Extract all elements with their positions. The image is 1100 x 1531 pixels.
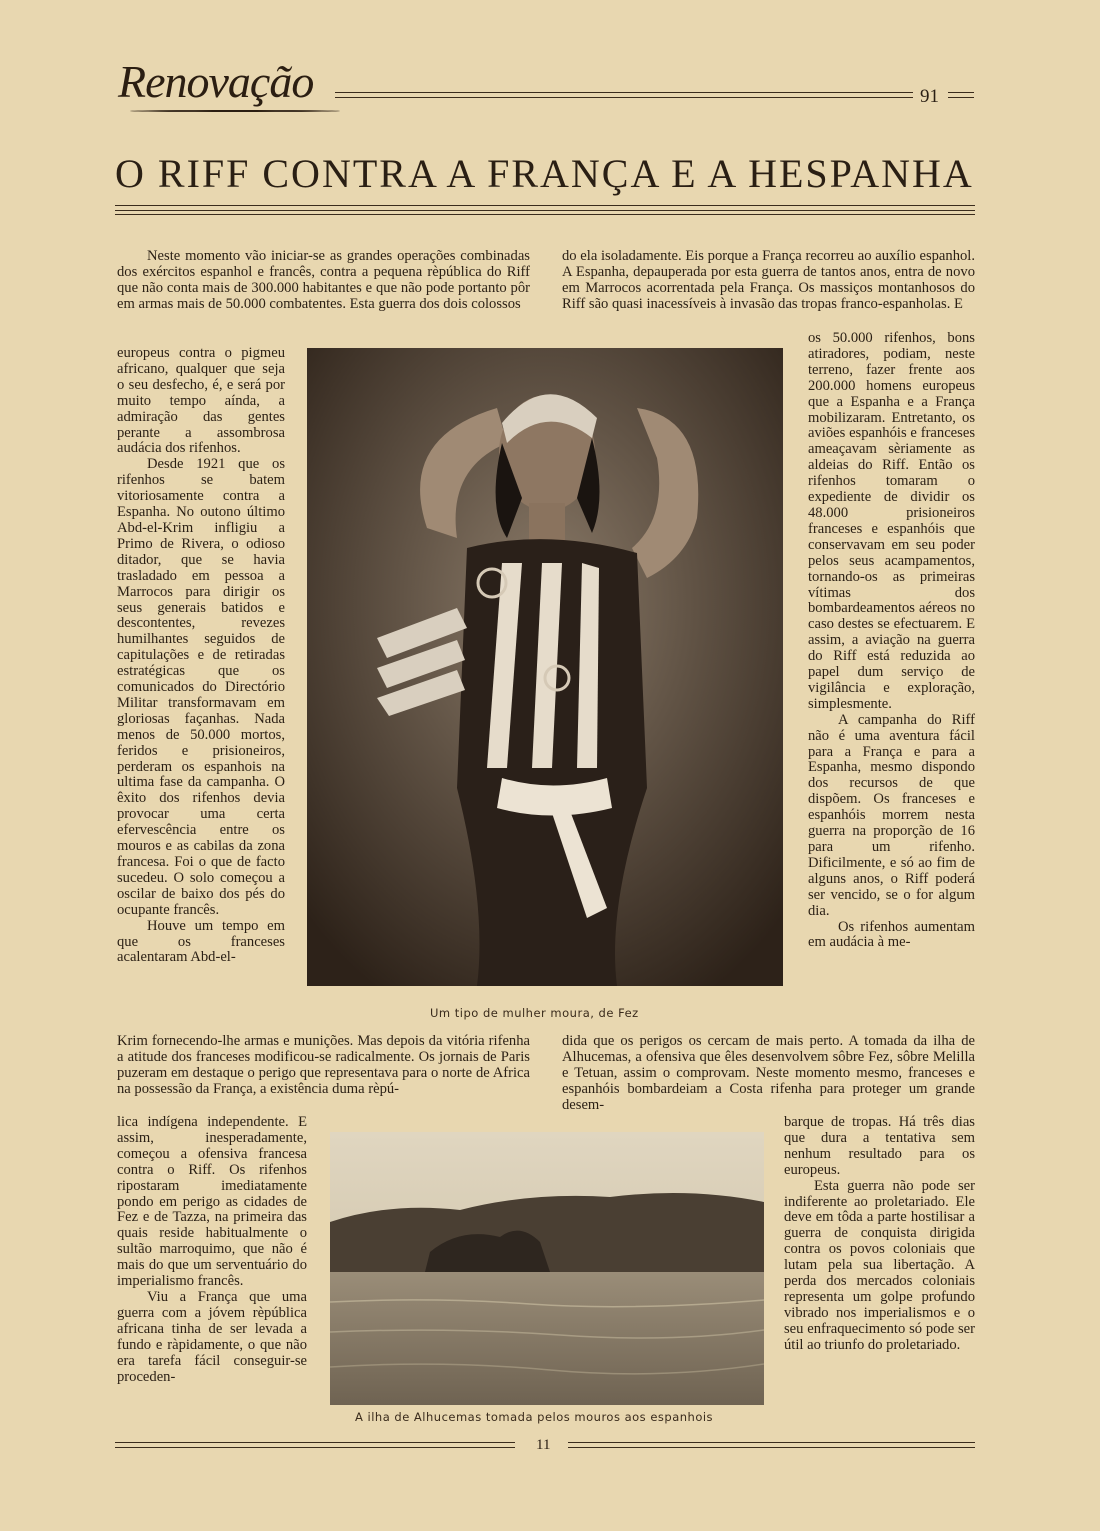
text-left-narrow: europeus contra o pigmeu africano, qualquer que seja o seu desfecho, é, e será por muito tempo aínda, a admiração das gentes perante a assombrosa audácia dos rifenhos. Desde 1921 que os rifenhos se batem vitoriosamente contra a Espanha. No outono último Abd-el-Krim infligiu a Primo de Rivera, o odioso ditador, que se havia trasladado em pessoa a Marrocos para dirigir os seus generais batidos e descontentes, revezes humilhantes seguidos de capitulações e de retiradas estratégicas que os comunicados do Directório Militar transformavam em gloriosas façanhas. Nada menos de 50.000 mortos, feridos e prisioneiros, perderam os espanhois na ultima fase da campanha. O êxito dos rifenhos devia provocar uma certa efervescência entre os mouros e as cabilas da zona francesa. Foi o que de facto sucedeu. O solo começou a oscilar de baixo dos pés do ocupante francês. Houve um tempo em que os franceses acalentaram Abd-el-: [117, 345, 285, 966]
text-left-bottom: lica indígena independente. E assim, inesperadamente, começou a ofensiva francesa contra o Riff. Os rifenhos ripostaram imediatamente pondo em perigo as cidades de Fez e de Tazza, na primeira das quais reside habitualmente o sultão marroquimo, que não é mais do que um serventuário do imperialismo francês. Viu a França que uma guerra com a jóvem rèpública africana tinha de ser levada a fundo e ràpidamente, o que não era tarefa fácil conseguir-se proceden-: [117, 1114, 307, 1385]
photo2-caption: A ilha de Alhucemas tomada pelos mouros aos espanhois: [355, 1410, 714, 1424]
footer-page-number: 11: [536, 1437, 551, 1453]
masthead-flourish: [130, 110, 340, 112]
title-rule: [115, 205, 975, 211]
photo-alhucemas-island: [330, 1132, 764, 1405]
text-right-mid: dida que os perigos os cercam de mais perto. A tomada da ilha de Alhucemas, a ofensiva que êles desenvolvem sôbre Fez, sôbre Melilla e Tetuan, assim o comprovam. Neste momento mesmo, franceses e espanhóis bombardeiam a Costa rifenha para proteger um grande desem-: [562, 1033, 975, 1113]
masthead-logo: Renovação: [118, 56, 314, 107]
article-title: O RIFF CONTRA A FRANÇA E A HESPANHA: [115, 151, 974, 196]
text-right-bottom: barque de tropas. Há três dias que dura a tentativa sem nenhum resultado para os europeus. Esta guerra não pode ser indiferente ao proletariado. Ele deve em tôda a parte hostilisar a guerra de conquista dirigida contra os povos coloniais que lutam pela sua libertação. A perda dos mercados coloniais representa um golpe profundo vibrado nos imperialismos e o seu enfraquecimento só pode ser útil ao triunfo do proletariado.: [784, 1114, 975, 1353]
text-left-mid: Krim fornecendo-lhe armas e munições. Mas depois da vitória rifenha a atitude dos franceses modificou-se radicalmente. Os jornais de Paris puzeram em destaque o perigo que representava para o norte de Africa na possessão da França, a existência duma rèpú-: [117, 1033, 530, 1097]
photo-alhucemas-illustration: [330, 1132, 764, 1405]
header-rule: [335, 92, 913, 98]
photo-moorish-woman: [307, 348, 783, 986]
photo1-caption: Um tipo de mulher moura, de Fez: [430, 1006, 639, 1020]
text-right-top: do ela isoladamente. Eis porque a França recorreu ao auxílio espanhol. A Espanha, depauperada por esta guerra de tantos anos, entra de novo em Marrocos acorrentada pela França. Os massiços montanhosos do Riff são quasi inacessíveis à invasão das tropas franco-espanholas. E: [562, 248, 975, 312]
footer-rule-right: [568, 1442, 975, 1448]
text-right-narrow: os 50.000 rifenhos, bons atiradores, podiam, neste terreno, fazer frente aos 200.000 homens europeus que a Espanha e a França mobilizaram. Entretanto, os aviões espanhóis e franceses ameaçavam sèriamente as aldeias do Riff. Então os rifenhos tomaram o expediente de dividir os 48.000 prisioneiros franceses e espanhóis que conservavam em seu poder pelos seus acampamentos, tornando-os as primeiras vítimas dos bombardeamentos aéreos no caso destes se efectuarem. E assim, a aviação na guerra do Riff está reduzida ao papel dum serviço de vigilância e exploração, simplesmente. A campanha do Riff não é uma aventura fácil para a França e para a Espanha, mesmo dispondo dos recursos de que dispõem. Os franceses e espanhóis morrem nesta guerra na proporção de 16 para um rifenho. Dificilmente, e só ao fim de alguns anos, o Riff poderá ser vencido, se o for algum dia. Os rifenhos aumentam em audácia à me-: [808, 330, 975, 951]
title-rule-thin: [115, 214, 975, 215]
photo-moorish-woman-illustration: [307, 348, 783, 986]
footer-rule-left: [115, 1442, 515, 1448]
text-left-top: Neste momento vão iniciar-se as grandes operações combinadas dos exércitos espanhol e francês, contra a pequena rèpública do Riff que não conta mais de 300.000 habitantes e que não pode portanto pôr em armas mais de 50.000 combatentes. Esta guerra dos dois colossos: [117, 248, 530, 312]
page-number: 91: [920, 86, 939, 107]
header-rule-right: [948, 92, 974, 98]
